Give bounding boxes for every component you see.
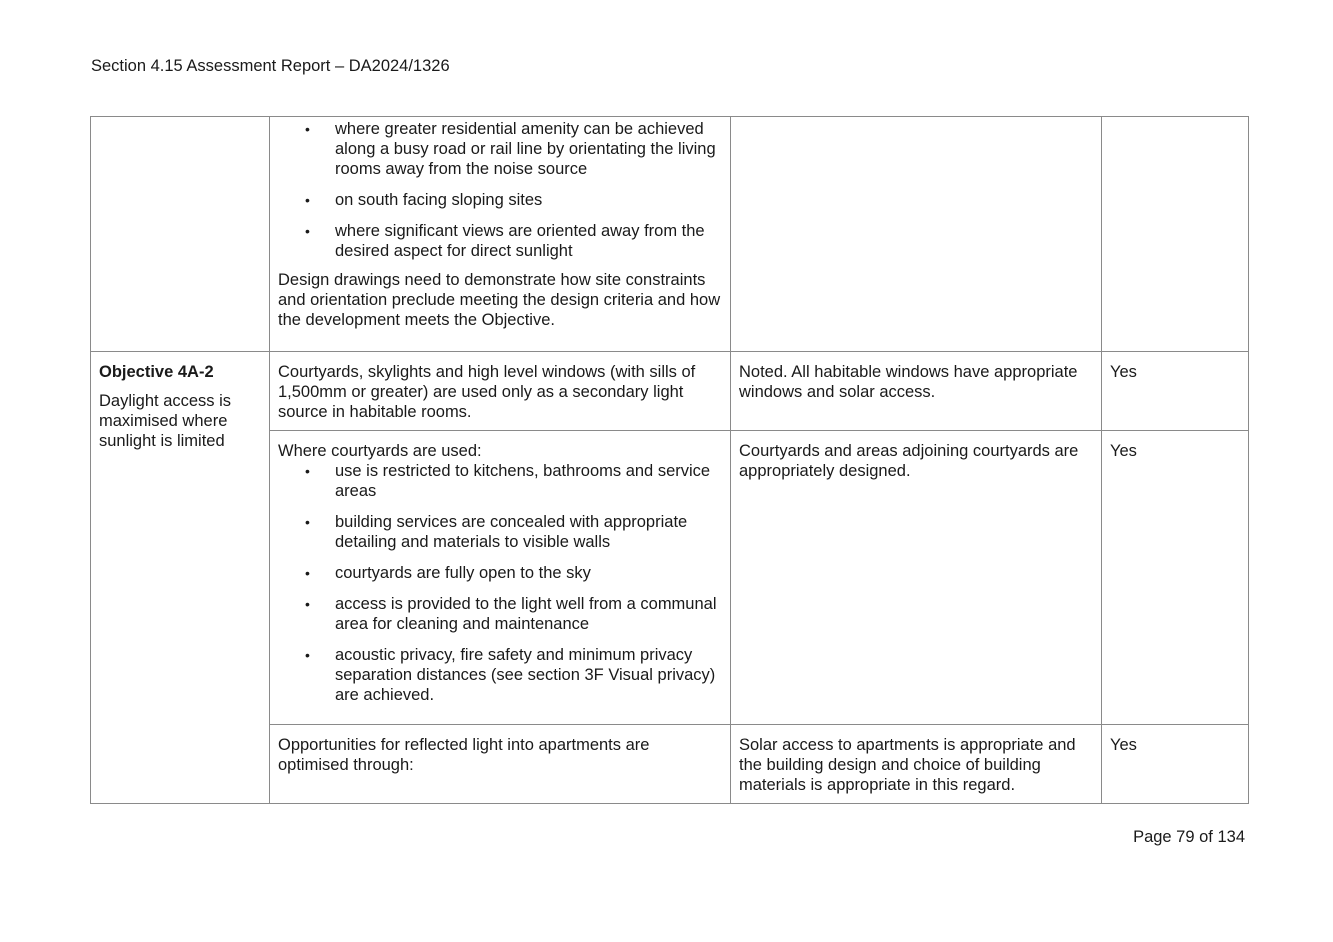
compliance-text: Yes (1110, 363, 1137, 381)
list-item-text: on south facing sloping sites (335, 191, 543, 209)
bullet-icon: • (305, 514, 310, 530)
objective-cell-empty (91, 117, 270, 352)
bullet-icon: • (305, 192, 310, 208)
list-item-text: courtyards are fully open to the sky (335, 564, 591, 582)
criteria-paragraph: Design drawings need to demonstrate how site constraints and orientation preclude meeting the design criteria and how the development meets the Objective. (278, 271, 721, 329)
comment-text: Noted. All habitable windows have appropriate windows and solar access. (739, 363, 1078, 401)
list-item-text: acoustic privacy, fire safety and minimum privacy separation distances (see section 3F Visual privacy) are achieved. (335, 646, 716, 704)
objective-cell (91, 352, 270, 804)
list-item (278, 221, 722, 261)
bullet-icon: • (305, 647, 310, 663)
bullet-icon: • (305, 565, 310, 581)
bullet-icon: • (305, 223, 310, 239)
criteria-text: Opportunities for reflected light into apartments are optimised through: (278, 736, 650, 774)
criteria-cell (270, 725, 731, 804)
list-item (278, 645, 722, 705)
page-header: Section 4.15 Assessment Report – DA2024/1326 (91, 57, 450, 75)
list-item (278, 190, 722, 210)
compliance-text: Yes (1110, 736, 1137, 754)
list-item (278, 512, 722, 552)
comment-cell (731, 431, 1102, 725)
list-item (278, 461, 722, 501)
compliance-text: Yes (1110, 442, 1137, 460)
comment-text: Courtyards and areas adjoining courtyards are appropriately designed. (739, 442, 1079, 480)
assessment-table (90, 116, 1249, 804)
criteria-cell (270, 352, 731, 431)
table-row (91, 117, 1249, 352)
list-item (278, 594, 722, 634)
compliance-cell (1102, 431, 1249, 725)
compliance-cell (1102, 352, 1249, 431)
objective-title: Objective 4A-2 (99, 363, 214, 381)
compliance-cell (1102, 117, 1249, 352)
compliance-cell (1102, 725, 1249, 804)
comment-text: Solar access to apartments is appropriate and the building design and choice of building materials is appropriate in this regard. (739, 736, 1076, 794)
bullet-icon: • (305, 121, 310, 137)
comment-cell (731, 117, 1102, 352)
page-number: Page 79 of 134 (1133, 828, 1245, 846)
list-item-text: where greater residential amenity can be achieved along a busy road or rail line by orientating the living rooms away from the noise source (335, 120, 716, 178)
bullet-icon: • (305, 463, 310, 479)
list-item (278, 563, 722, 583)
list-item-text: access is provided to the light well from a communal area for cleaning and maintenance (335, 595, 717, 633)
criteria-cell (270, 117, 731, 352)
criteria-text: Courtyards, skylights and high level windows (with sills of 1,500mm or greater) are used only as a secondary light source in habitable rooms. (278, 363, 696, 421)
list-item-text: where significant views are oriented away from the desired aspect for direct sunlight (335, 222, 705, 260)
comment-cell (731, 352, 1102, 431)
criteria-bullet-list (278, 461, 722, 705)
table-row (91, 352, 1249, 431)
list-item-text: use is restricted to kitchens, bathrooms and service areas (335, 462, 711, 500)
objective-description: Daylight access is maximised where sunlight is limited (99, 392, 232, 450)
list-item-text: building services are concealed with appropriate detailing and materials to visible walls (335, 513, 688, 551)
bullet-icon: • (305, 596, 310, 612)
criteria-bullet-list (278, 119, 722, 261)
list-item (278, 119, 722, 179)
criteria-intro: Where courtyards are used: (278, 442, 482, 460)
comment-cell (731, 725, 1102, 804)
criteria-cell (270, 431, 731, 725)
